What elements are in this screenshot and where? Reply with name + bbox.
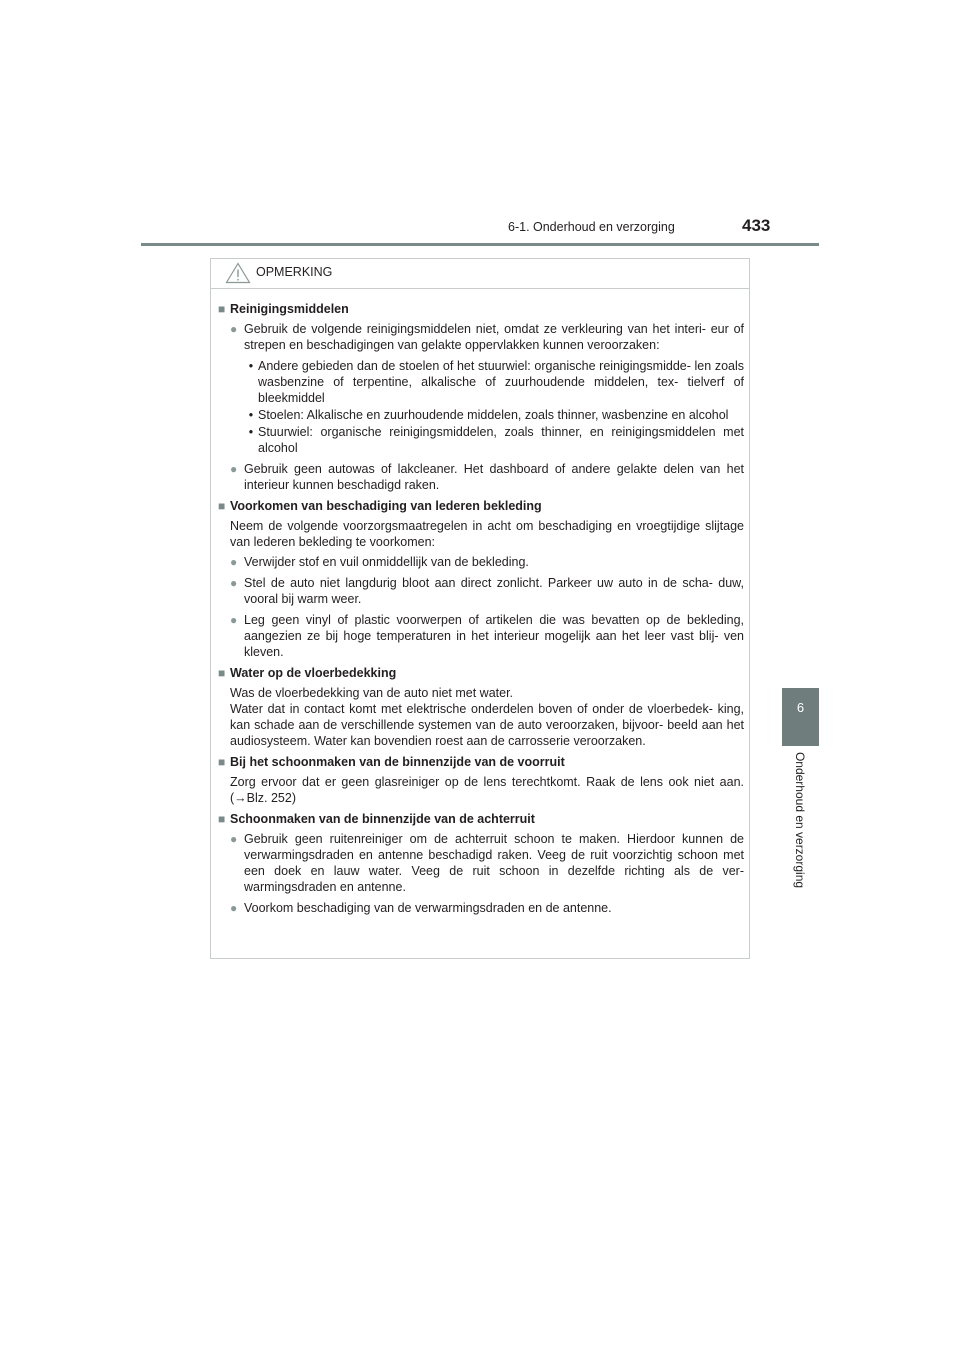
section-intro: Was de vloerbedekking van de auto niet met water.	[230, 686, 514, 700]
list-item: ● Leg geen vinyl of plastic voorwerpen of artikelen die was bevatten op de bekleding, aangezien ze bij hoge temperaturen in het interieur mogelijk aan het leer vast blij- ven kleven.	[230, 613, 744, 659]
square-bullet-icon: ■	[218, 499, 226, 513]
circle-bullet-icon: ●	[230, 322, 238, 336]
section-title: Water op de vloerbedekking	[230, 666, 397, 680]
square-bullet-icon: ■	[218, 755, 226, 769]
sub-list-item: • Andere gebieden dan de stoelen of het stuurwiel: organische reinigingsmidde- len zoals wasbenzine of terpentine, alkalische of zuurhoudende middelen, tex- tielverf of bleekmiddel	[248, 359, 744, 405]
circle-bullet-icon: ●	[230, 576, 238, 590]
square-bullet-icon: ■	[218, 302, 226, 316]
square-bullet-icon: ■	[218, 666, 226, 680]
square-bullet-icon: ■	[218, 812, 226, 826]
section-paragraph: Water dat in contact komt met elektrische onderdelen boven of onder de vloerbedek- king, kan schade aan de verschillende systemen van de auto veroorzaken, bijvoor- beeld aan het audiosysteem. Water kan bovendien roest aan de carrosserie veroorzaken.	[230, 702, 744, 748]
chapter-label: Onderhoud en verzorging	[793, 751, 807, 889]
section-title: Schoonmaken van de binnenzijde van de achterruit	[230, 812, 535, 826]
section-leather	[218, 498, 744, 660]
circle-bullet-icon: ●	[230, 613, 238, 627]
sub-list-item: • Stuurwiel: organische reinigingsmiddelen, zoals thinner, en reinigingsmiddelen met alcohol	[248, 425, 744, 455]
section-title: Bij het schoonmaken van de binnenzijde van de voorruit	[230, 755, 565, 769]
section-cleaning-agents	[218, 301, 744, 493]
section-intro: Neem de volgende voorzorgsmaatregelen in acht om beschadiging en vroegtijdige slijtage van lederen bekleding te voorkomen:	[230, 519, 744, 549]
circle-bullet-icon: ●	[230, 555, 238, 569]
chapter-number: 6	[796, 700, 805, 715]
section-title: Reinigingsmiddelen	[230, 302, 349, 316]
notice-box	[210, 258, 750, 959]
section-intro: Zorg ervoor dat er geen glasreiniger op de lens terechtkomt. Raak de lens ook niet aan. (→Blz. 252)	[230, 775, 744, 805]
page-number: 433	[742, 216, 771, 235]
list-item: ● Gebruik geen autowas of lakcleaner. Het dashboard of andere gelakte delen van het interieur kunnen beschadigd raken.	[230, 462, 744, 492]
section-windshield	[218, 754, 744, 806]
notice-title: OPMERKING	[256, 265, 333, 279]
notice-body	[218, 301, 744, 921]
list-item: ● Stel de auto niet langdurig bloot aan direct zonlicht. Parkeer uw auto in de scha- duw, vooral bij warm weer.	[230, 576, 744, 606]
list-item: ● Gebruik de volgende reinigingsmiddelen niet, omdat ze verkleuring van het interi- eur of strepen en beschadigingen van gelakte oppervlakken kunnen veroorzaken:	[230, 322, 744, 352]
list-item: ● Voorkom beschadiging van de verwarmingsdraden en de antenne.	[230, 901, 612, 915]
notice-header	[211, 259, 749, 289]
sub-list-item: • Stoelen: Alkalische en zuurhoudende middelen, zoals thinner, wasbenzine en alcohol	[248, 408, 729, 422]
warning-triangle-icon	[225, 262, 251, 284]
chapter-tab[interactable]	[782, 688, 819, 746]
list-item: ● Gebruik geen ruitenreiniger om de achterruit schoon te maken. Hierdoor kunnen de verwarmingsdraden en antenne beschadigd raken. Veeg de ruit voorzichtig schoon met een doek en lauw water. Veeg de ruit schoon in dezelfde richting als de ver- warmingsdraden en antenne.	[230, 832, 744, 894]
list-item: ● Verwijder stof en vuil onmiddellijk van de bekleding.	[230, 555, 529, 569]
section-floor-water	[218, 665, 744, 749]
section-header: 6-1. Onderhoud en verzorging	[508, 220, 675, 234]
circle-bullet-icon: ●	[230, 462, 238, 476]
header-rule	[141, 243, 819, 246]
section-rear-window	[218, 811, 744, 916]
circle-bullet-icon: ●	[230, 901, 238, 915]
section-title: Voorkomen van beschadiging van lederen bekleding	[230, 499, 542, 513]
circle-bullet-icon: ●	[230, 832, 238, 846]
